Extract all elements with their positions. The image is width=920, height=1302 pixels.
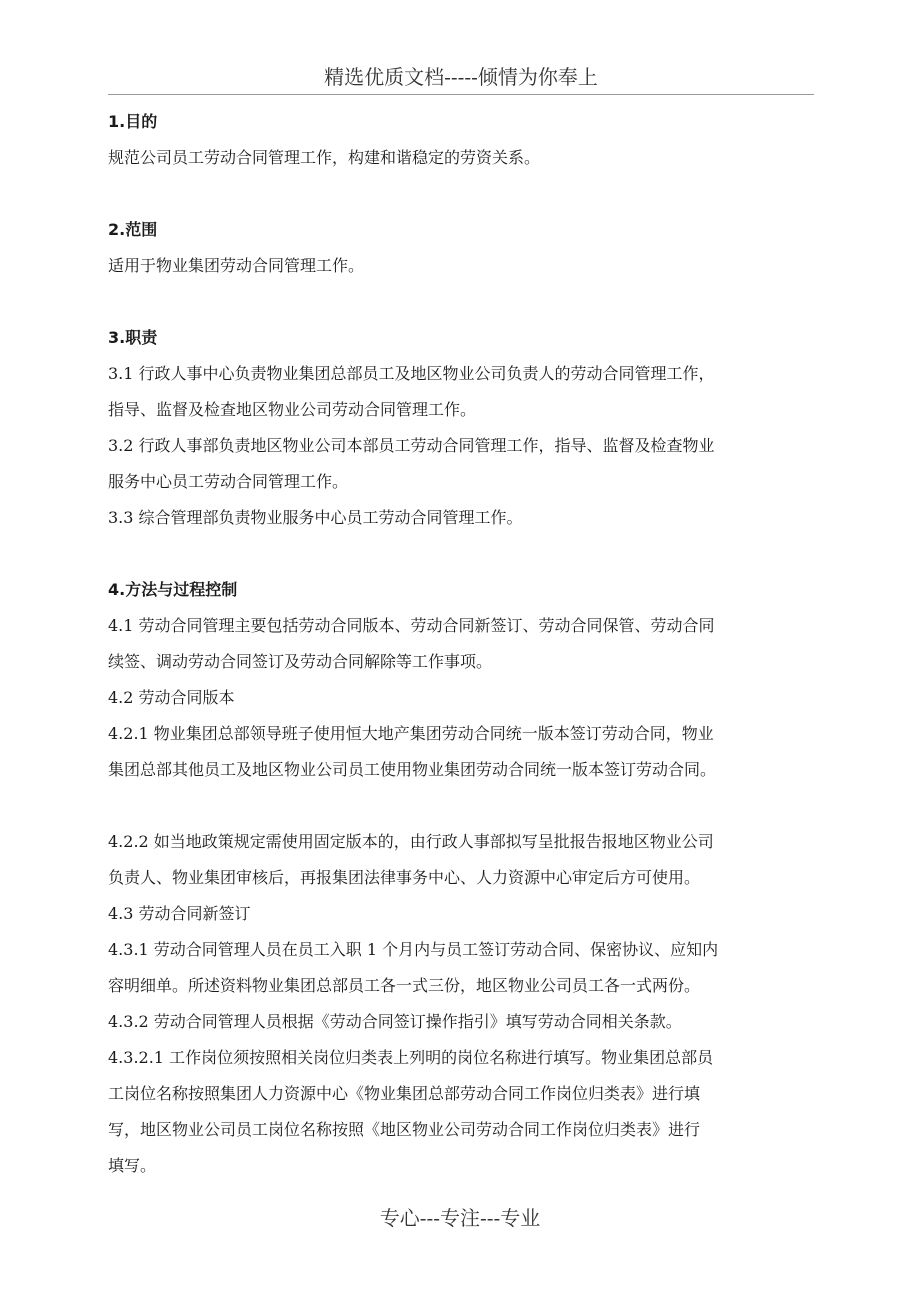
paragraph-line: 续签、调动劳动合同签订及劳动合同解除等工作事项。 <box>108 652 493 671</box>
section-heading: 1.目的 <box>108 112 158 131</box>
paragraph-line: 4.2 劳动合同版本 <box>108 688 235 707</box>
paragraph-line: 写，地区物业公司员工岗位名称按照《地区物业公司劳动合同工作岗位归类表》进行 <box>108 1120 701 1139</box>
spacer <box>108 176 814 212</box>
paragraph-line: 4.2.2 如当地政策规定需使用固定版本的，由行政人事部拟写呈批报告报地区物业公司 <box>108 832 714 851</box>
paragraph-line: 3.2 行政人事部负责地区物业公司本部员工劳动合同管理工作，指导、监督及检查物业 <box>108 436 715 455</box>
spacer <box>108 536 814 572</box>
paragraph-line: 容明细单。所述资料物业集团总部员工各一式三份，地区物业公司员工各一式两份。 <box>108 976 701 995</box>
paragraph-line: 4.3.2 劳动合同管理人员根据《劳动合同签订操作指引》填写劳动合同相关条款。 <box>108 1012 682 1031</box>
section-heading: 4.方法与过程控制 <box>108 580 238 599</box>
paragraph-line: 4.3.1 劳动合同管理人员在员工入职 1 个月内与员工签订劳动合同、保密协议、应知内 <box>108 940 719 959</box>
section-heading: 3.职责 <box>108 328 158 347</box>
paragraph: 规范公司员工劳动合同管理工作，构建和谐稳定的劳资关系。 <box>108 148 541 167</box>
paragraph-line: 3.1 行政人事中心负责物业集团总部员工及地区物业公司负责人的劳动合同管理工作， <box>108 364 715 383</box>
paragraph-line: 4.3.2.1 工作岗位须按照相关岗位归类表上列明的岗位名称进行填写。物业集团总部员 <box>108 1048 714 1067</box>
paragraph-line: 3.3 综合管理部负责物业服务中心员工劳动合同管理工作。 <box>108 508 523 527</box>
paragraph-line: 填写。 <box>108 1156 157 1175</box>
spacer <box>108 788 814 824</box>
paragraph-line: 4.1 劳动合同管理主要包括劳动合同版本、劳动合同新签订、劳动合同保管、劳动合同 <box>108 616 715 635</box>
paragraph: 适用于物业集团劳动合同管理工作。 <box>108 256 365 275</box>
paragraph-line: 工岗位名称按照集团人力资源中心《物业集团总部劳动合同工作岗位归类表》进行填 <box>108 1084 701 1103</box>
page-header: 精选优质文档-----倾情为你奉上 <box>108 62 814 95</box>
spacer <box>108 284 814 320</box>
paragraph-line: 负责人、物业集团审核后，再报集团法律事务中心、人力资源中心审定后方可使用。 <box>108 868 701 887</box>
paragraph-line: 服务中心员工劳动合同管理工作。 <box>108 472 349 491</box>
paragraph-line: 指导、监督及检查地区物业公司劳动合同管理工作。 <box>108 400 477 419</box>
paragraph-line: 4.2.1 物业集团总部领导班子使用恒大地产集团劳动合同统一版本签订劳动合同，物业 <box>108 724 714 743</box>
paragraph-line: 集团总部其他员工及地区物业公司员工使用物业集团劳动合同统一版本签订劳动合同。 <box>108 760 717 779</box>
page-footer: 专心---专注---专业 <box>379 1206 541 1230</box>
paragraph-line: 4.3 劳动合同新签订 <box>108 904 251 923</box>
document-body <box>108 104 814 1184</box>
section-heading: 2.范围 <box>108 220 158 239</box>
